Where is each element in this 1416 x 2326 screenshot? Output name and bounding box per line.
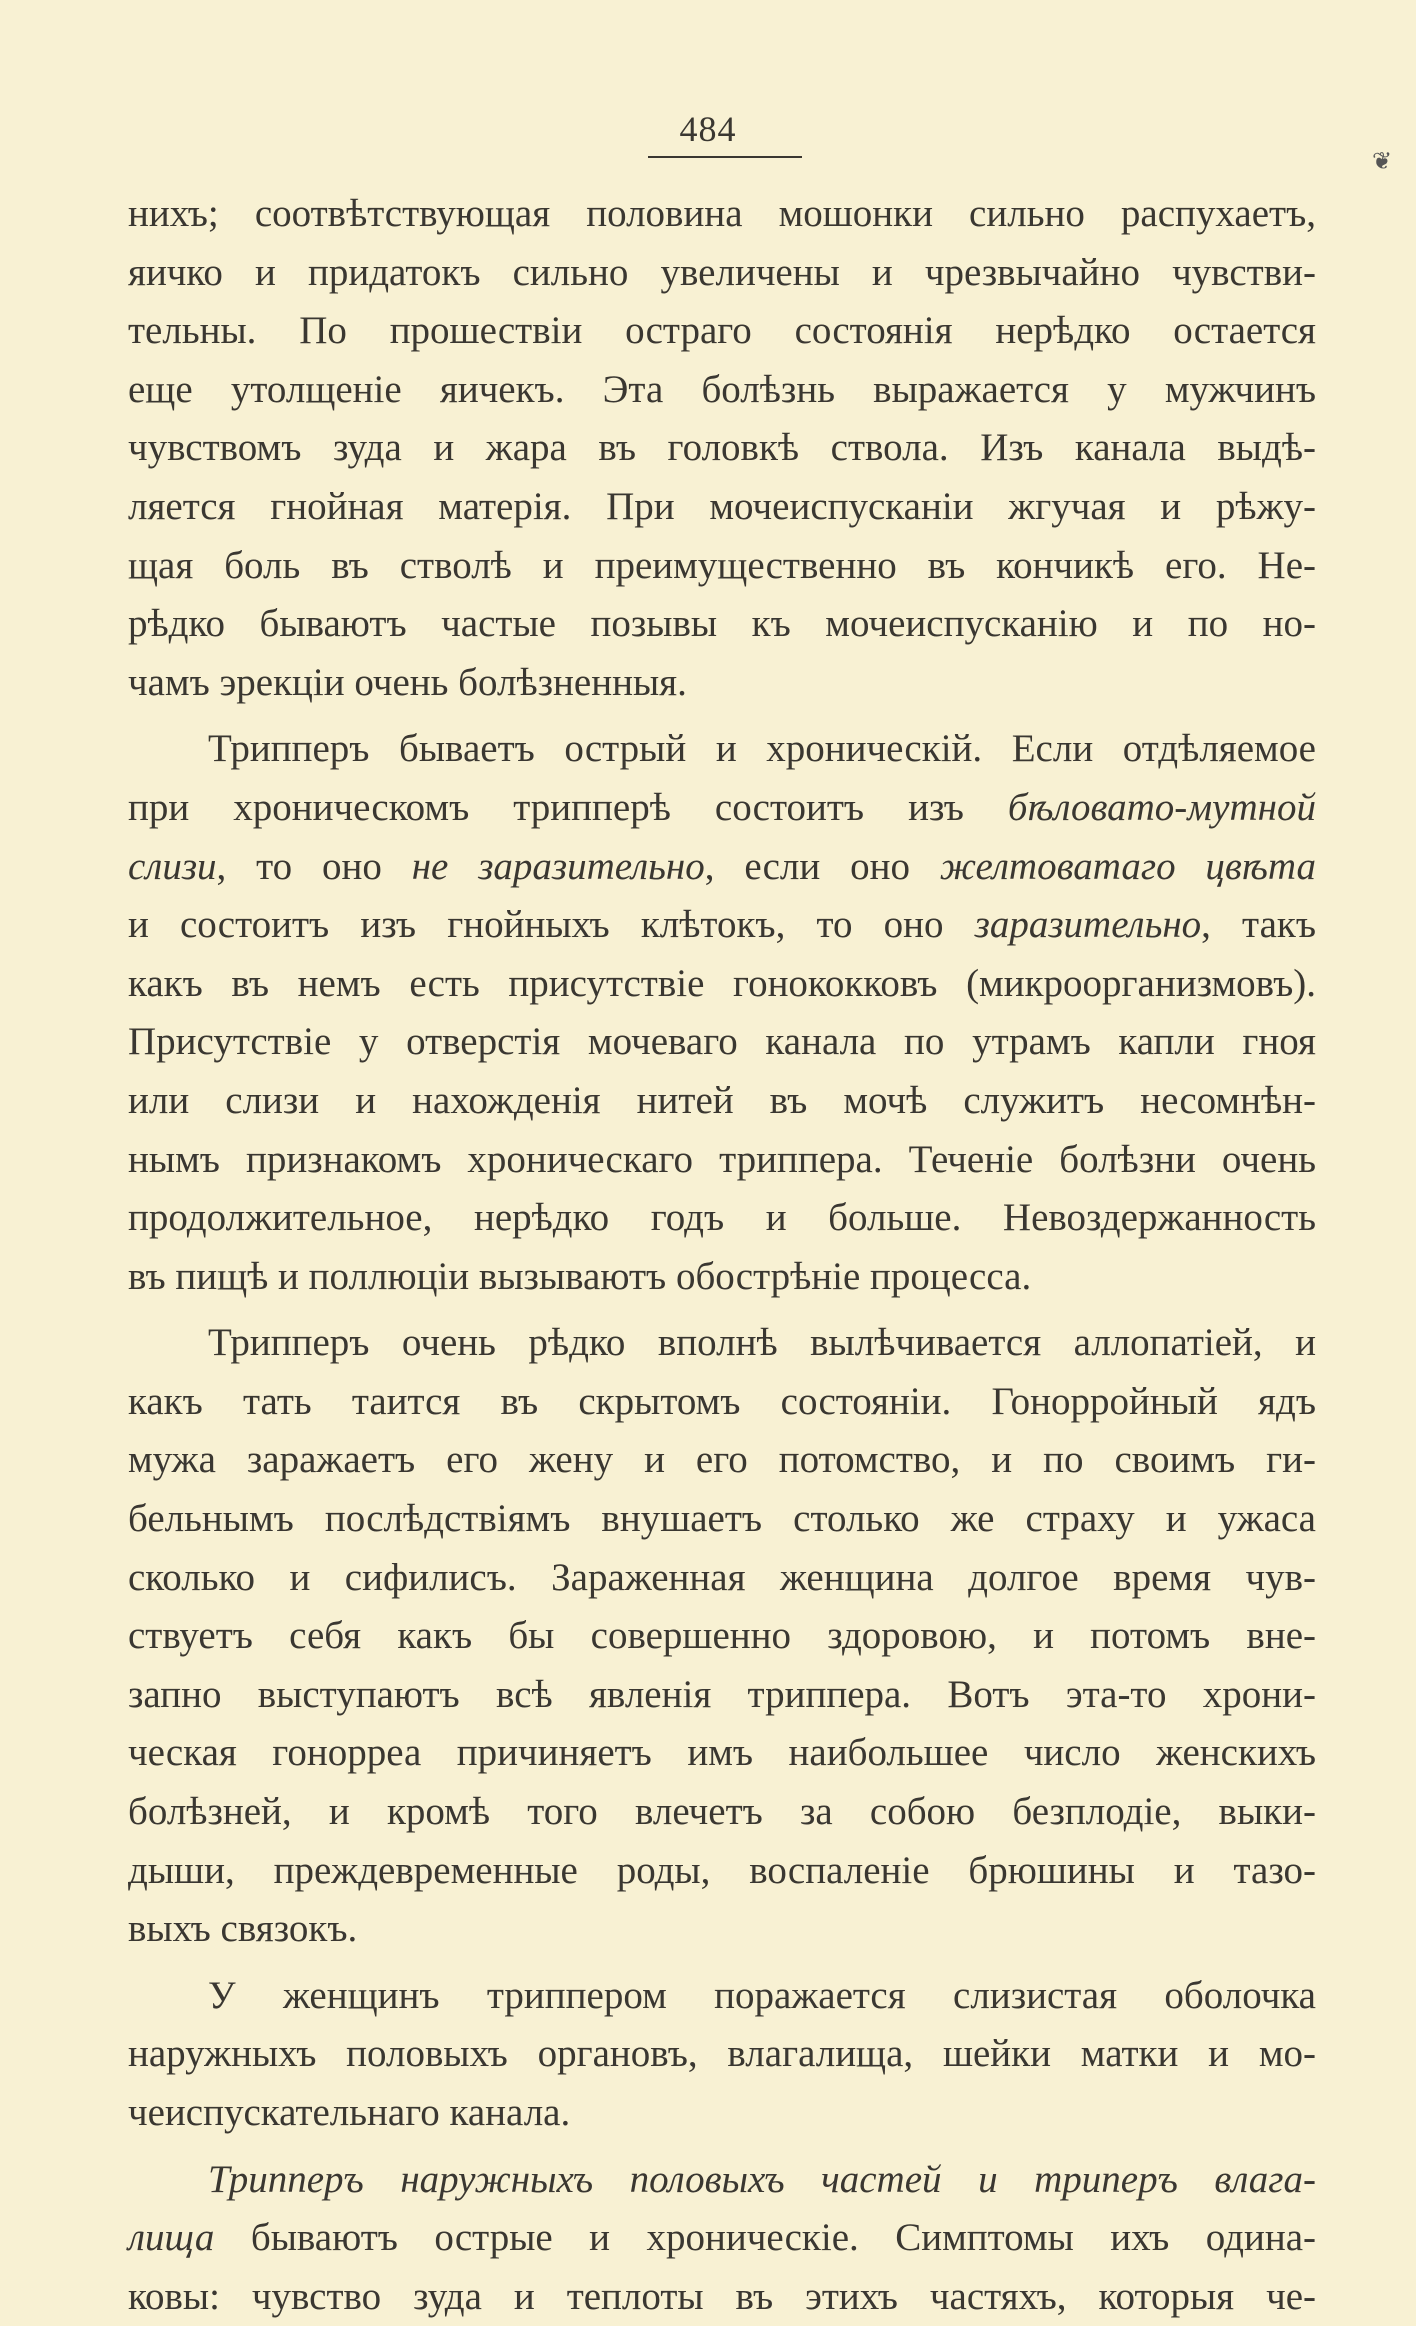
text-line: яичко и придатокъ сильно увеличены и чрезвычайно чувстви- [128,250,1316,294]
text-line: продолжительное, нерѣдко годъ и больше. Невоздержанность [128,1196,1316,1240]
text-line: тельны. По прошествіи остраго состоянія нерѣдко остается [128,309,1316,353]
text-line: щая боль въ стволѣ и преимущественно въ кончикѣ его. Не- [128,543,1316,587]
text-run: , если оно [704,844,940,888]
text-line: мужа заражаетъ его жену и его потомство, и по своимъ ги- [128,1438,1316,1482]
text-run: и состоитъ изъ гнойныхъ клѣтокъ, то оно [128,903,975,947]
text-line: въ пищѣ и поллюціи вызываютъ обострѣніе процесса. [128,1254,1032,1298]
page-number-rule [648,156,802,158]
text-line: бельнымъ послѣдствіямъ внушаетъ столько же страху и ужаса [128,1497,1316,1541]
italic-term: слизи [128,844,217,888]
text-run: бываютъ острые и хроническіе. Симптомы ихъ одина- [214,2216,1316,2260]
text-line: У женщинъ триппером поражается слизистая оболочка [208,1973,1316,2017]
text-line: чеиспускательнаго канала. [128,2091,571,2134]
text-line: выхъ связокъ. [128,1907,358,1951]
italic-term: не заразительно [411,844,705,888]
text-line: нихъ; соотвѣтствующая половина мошонки сильно распухаетъ, [128,192,1316,235]
italic-term: лища [128,2216,215,2260]
text-line: или слизи и нахожденія нитей въ мочѣ служитъ несомнѣн- [128,1078,1316,1122]
text-line: чамъ эрекціи очень болѣзненныя. [128,660,687,704]
text-line [128,2209,1316,2268]
text-line: Трипперъ бываетъ острый и хроническій. Если отдѣляемое [208,727,1316,771]
ink-spot-icon: ❦ [1372,149,1393,175]
italic-term: заразительно [974,903,1202,947]
text-line: дыши, преждевременные роды, воспаленіе брюшины и тазо- [128,1848,1316,1892]
text-line [128,838,1316,897]
text-line: какъ тать таится въ скрытомъ состояніи. Гонорройный ядъ [128,1379,1316,1423]
text-line: ствуетъ себя какъ бы совершенно здоровою, и потомъ вне- [128,1614,1316,1658]
italic-term: Трипперъ наружныхъ половыхъ частей и триперъ влага- [208,2157,1316,2201]
page-number: 484 [679,109,737,149]
text-line: нымъ признакомъ хроническаго триппера. Теченіе болѣзни очень [128,1137,1316,1181]
text-line: наружныхъ половыхъ органовъ, влагалища, шейки матки и мо- [128,2032,1316,2076]
text-line: какъ въ немъ есть присутствіе гонококковъ (микроорганизмовъ). [128,961,1316,1005]
text-line: рѣдко бываютъ частые позывы къ мочеиспусканію и по но- [128,602,1316,646]
text-line [128,2151,1316,2210]
text-run: , такъ [1201,903,1316,947]
body-text [128,185,1316,2326]
text-line: еще утолщеніе яичекъ. Эта болѣзнь выражается у мужчинъ [128,367,1316,411]
italic-term: бѣловато-мутной [1007,785,1316,829]
text-run: , то оно [216,844,412,888]
text-line: сколько и сифилисъ. Зараженная женщина долгое время чув- [128,1555,1316,1599]
text-line: ляется гнойная матерія. При мочеиспусканіи жгучая и рѣжу- [128,484,1316,528]
text-line [128,779,1316,838]
text-line: Трипперъ очень рѣдко вполнѣ вылѣчивается аллопатіей, и [208,1321,1316,1365]
text-line: ческая гонорреа причиняетъ имъ наибольшее число женскихъ [128,1731,1316,1775]
text-line: болѣзней, и кромѣ того влечетъ за собою безплодіе, выки- [128,1790,1316,1834]
text-line [128,896,1316,955]
text-line: чувствомъ зуда и жара въ головкѣ ствола. Изъ канала выдѣ- [128,426,1316,470]
italic-term: желтоватаго цвѣта [939,844,1317,888]
text-line: ковы: чувство зуда и теплоты въ этихъ частяхъ, которыя че- [128,2274,1316,2318]
text-run: при хроническомъ трипперѣ состоитъ изъ [128,785,1008,829]
text-line: Присутствіе у отверстія мочеваго канала по утрамъ капли гноя [128,1020,1316,1064]
text-line: запно выступаютъ всѣ явленія триппера. Вотъ эта-то хрони- [128,1672,1316,1716]
